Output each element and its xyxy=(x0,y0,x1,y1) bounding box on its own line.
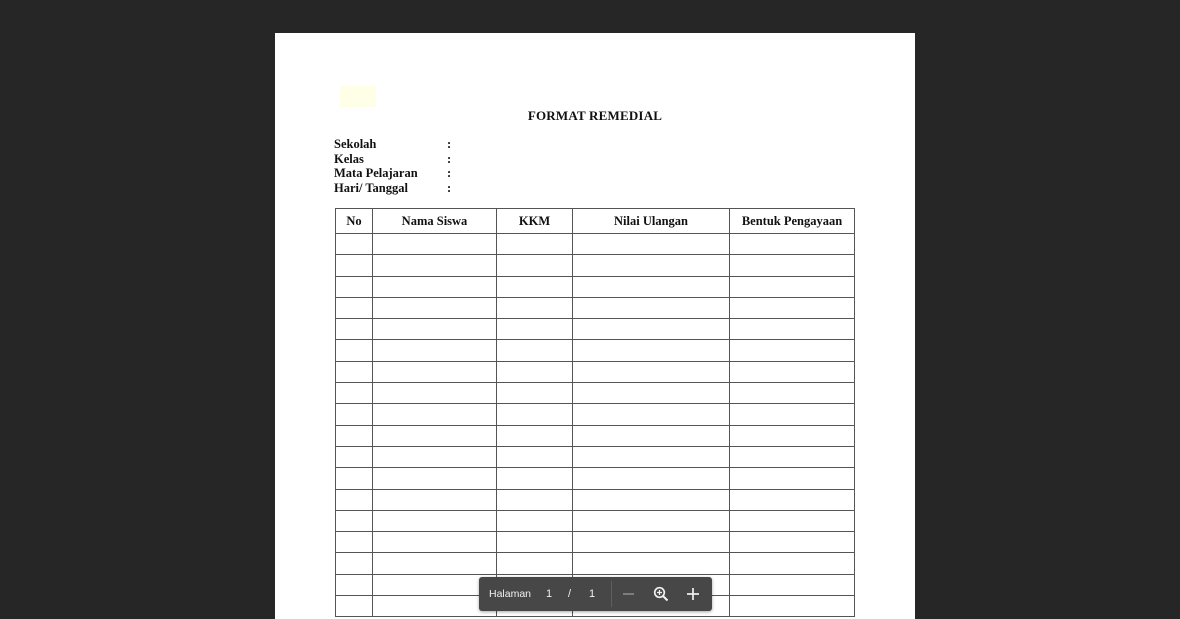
table-cell xyxy=(497,297,573,318)
info-row-kelas xyxy=(334,152,534,167)
info-colon: : xyxy=(447,151,452,166)
info-colon: : xyxy=(447,137,452,151)
magnifier-icon xyxy=(649,582,673,606)
info-label: Mata Pelajaran xyxy=(334,166,418,180)
header-no: No xyxy=(336,209,373,234)
table-row xyxy=(336,425,855,446)
table-cell xyxy=(730,574,855,595)
table-cell xyxy=(730,404,855,425)
table-cell xyxy=(497,532,573,553)
table-cell xyxy=(336,340,373,361)
table-row xyxy=(336,553,855,574)
info-label: Kelas xyxy=(334,151,364,166)
table-cell xyxy=(573,489,730,510)
table-cell xyxy=(336,319,373,340)
table-cell xyxy=(730,532,855,553)
table-cell xyxy=(497,255,573,276)
table-cell xyxy=(573,553,730,574)
table-row xyxy=(336,468,855,489)
table-cell xyxy=(336,234,373,255)
table-cell xyxy=(336,532,373,553)
table-cell xyxy=(373,276,497,297)
highlight-mark xyxy=(340,86,376,107)
table-cell xyxy=(497,489,573,510)
table-cell xyxy=(730,361,855,382)
table-cell xyxy=(497,383,573,404)
table-cell xyxy=(336,596,373,617)
table-cell xyxy=(730,276,855,297)
table-cell xyxy=(373,319,497,340)
table-cell xyxy=(336,553,373,574)
table-cell xyxy=(497,340,573,361)
table-cell xyxy=(730,596,855,617)
table-cell xyxy=(573,446,730,467)
toolbar-divider xyxy=(611,581,612,607)
table-cell xyxy=(730,319,855,340)
table-cell xyxy=(373,468,497,489)
table-cell xyxy=(373,383,497,404)
zoom-in-button[interactable] xyxy=(681,582,705,606)
table-row xyxy=(336,510,855,531)
table-cell xyxy=(336,446,373,467)
table-cell xyxy=(573,234,730,255)
table-cell xyxy=(373,596,497,617)
table-row xyxy=(336,489,855,510)
table-cell xyxy=(573,255,730,276)
table-cell xyxy=(730,489,855,510)
table-cell xyxy=(573,297,730,318)
table-cell xyxy=(336,574,373,595)
table-cell xyxy=(730,553,855,574)
info-row-hari-tanggal xyxy=(334,181,534,196)
table-cell xyxy=(573,468,730,489)
zoom-button[interactable] xyxy=(649,582,673,606)
table-cell xyxy=(497,446,573,467)
table-row xyxy=(336,319,855,340)
table-cell xyxy=(497,425,573,446)
table-cell xyxy=(573,319,730,340)
table-cell xyxy=(573,361,730,382)
table-cell xyxy=(373,532,497,553)
table-cell xyxy=(373,510,497,531)
table-cell xyxy=(373,340,497,361)
table-cell xyxy=(497,510,573,531)
table-row xyxy=(336,383,855,404)
table-row xyxy=(336,340,855,361)
table-cell xyxy=(730,446,855,467)
table-cell xyxy=(373,361,497,382)
document-page xyxy=(275,33,915,619)
table-cell xyxy=(336,468,373,489)
table-header-row xyxy=(336,209,855,234)
table-cell xyxy=(573,404,730,425)
table-cell xyxy=(336,276,373,297)
table-cell xyxy=(336,425,373,446)
table-row xyxy=(336,297,855,318)
header-nama-siswa: Nama Siswa xyxy=(373,209,497,234)
current-page-input[interactable]: 1 xyxy=(545,588,553,600)
table-cell xyxy=(730,234,855,255)
info-label: Hari/ Tanggal xyxy=(334,180,408,195)
info-row-mata-pelajaran xyxy=(334,166,534,181)
table-cell xyxy=(730,468,855,489)
table-cell xyxy=(730,340,855,361)
table-cell xyxy=(730,297,855,318)
table-cell xyxy=(336,297,373,318)
table-cell xyxy=(373,234,497,255)
header-kkm: KKM xyxy=(497,209,573,234)
info-colon: : xyxy=(447,166,452,180)
table-body xyxy=(336,234,855,617)
table-cell xyxy=(497,276,573,297)
table-cell xyxy=(497,404,573,425)
plus-icon xyxy=(681,582,705,606)
table-cell xyxy=(373,489,497,510)
table-cell xyxy=(573,383,730,404)
table-row xyxy=(336,404,855,425)
table-cell xyxy=(336,404,373,425)
info-colon: : xyxy=(447,180,452,195)
table-cell xyxy=(730,425,855,446)
table-cell xyxy=(336,489,373,510)
minus-icon xyxy=(617,582,641,606)
table-cell xyxy=(336,510,373,531)
table-cell xyxy=(373,404,497,425)
table-cell xyxy=(573,340,730,361)
table-cell xyxy=(373,446,497,467)
table-row xyxy=(336,532,855,553)
page-separator: / xyxy=(568,588,572,600)
table-cell xyxy=(730,510,855,531)
pdf-toolbar xyxy=(479,577,712,611)
table-cell xyxy=(730,383,855,404)
remedial-table xyxy=(335,208,855,617)
table-row xyxy=(336,446,855,467)
table-cell xyxy=(373,297,497,318)
total-pages: 1 xyxy=(589,588,596,600)
table-cell xyxy=(573,532,730,553)
document-title: FORMAT REMEDIAL xyxy=(527,108,663,123)
table-row xyxy=(336,276,855,297)
info-label: Sekolah xyxy=(334,137,377,151)
table-cell xyxy=(373,255,497,276)
table-row xyxy=(336,255,855,276)
page-label: Halaman xyxy=(489,588,532,600)
table-cell xyxy=(373,425,497,446)
table-cell xyxy=(373,553,497,574)
table-row xyxy=(336,234,855,255)
info-fields xyxy=(334,137,534,195)
header-bentuk-pengayaan: Bentuk Pengayaan xyxy=(730,209,855,234)
table-cell xyxy=(497,234,573,255)
table-cell xyxy=(373,574,497,595)
table-cell xyxy=(497,553,573,574)
table-cell xyxy=(336,383,373,404)
table-cell xyxy=(573,425,730,446)
table-row xyxy=(336,361,855,382)
header-nilai-ulangan: Nilai Ulangan xyxy=(573,209,730,234)
table-cell xyxy=(497,361,573,382)
info-row-sekolah xyxy=(334,137,534,152)
table-cell xyxy=(497,319,573,340)
table-cell xyxy=(336,255,373,276)
table-cell xyxy=(730,255,855,276)
table-cell xyxy=(573,276,730,297)
table-cell xyxy=(497,468,573,489)
table-cell xyxy=(336,361,373,382)
table-cell xyxy=(573,510,730,531)
zoom-out-button[interactable] xyxy=(617,582,641,606)
